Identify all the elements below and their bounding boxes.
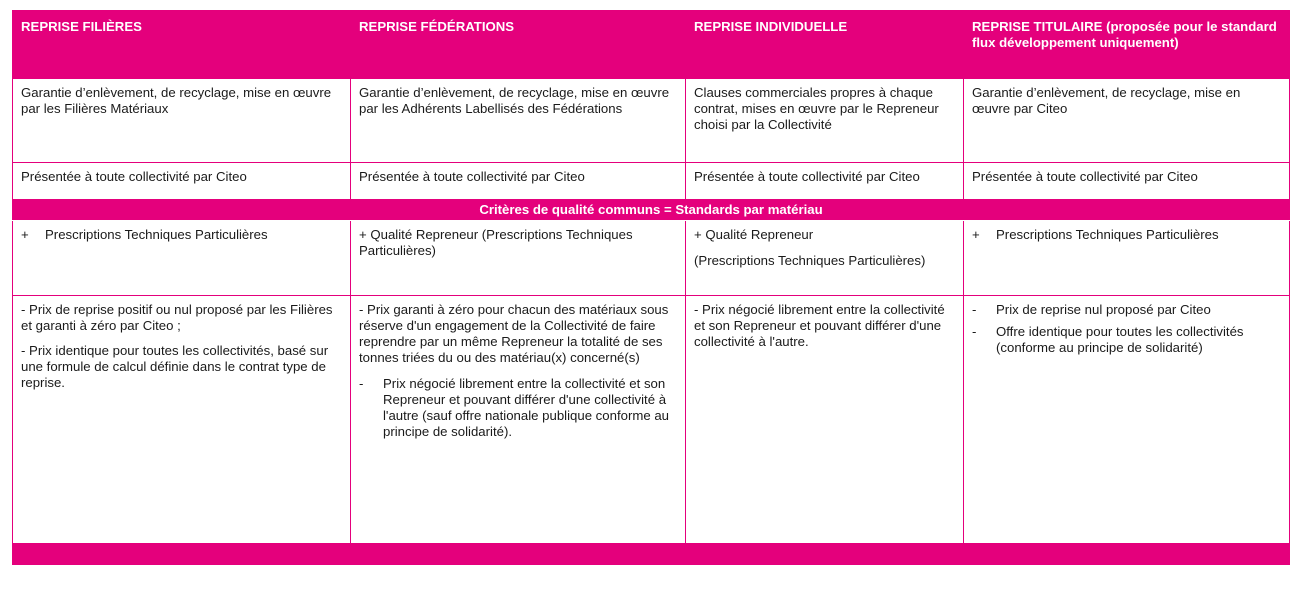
- guarantee-cell-individuelle: Clauses commerciales propres à chaque contrat, mises en œuvre par le Repreneur choisi par la Collectivité: [686, 79, 964, 163]
- price-row: [13, 296, 1290, 544]
- guarantee-cell-titulaire: Garantie d’enlèvement, de recyclage, mise en œuvre par Citeo: [964, 79, 1290, 163]
- price-paragraph: - Prix négocié librement entre la collectivité et son Repreneur et pouvant différer d'une collectivité à l'autre.: [694, 302, 945, 349]
- price-cell-filieres: [13, 296, 351, 544]
- price-cell-federations: [351, 296, 686, 544]
- dash-marker: -: [359, 376, 364, 391]
- price-bullet: Offre identique pour toutes les collectivités (conforme au principe de solidarité): [996, 324, 1244, 355]
- quality-band-row: [13, 200, 1290, 221]
- price-paragraph: - Prix identique pour toutes les collectivités, basé sur une formule de calcul définie dans le contrat type de reprise.: [21, 343, 329, 390]
- dash-marker: -: [972, 324, 977, 339]
- price-paragraph: - Prix de reprise positif ou nul proposé par les Filières et garanti à zéro par Citeo ;: [21, 302, 333, 333]
- quality-text: Prescriptions Techniques Particulières: [45, 227, 268, 242]
- quality-band: Critères de qualité communs = Standards par matériau: [13, 200, 1290, 221]
- header-row: [13, 11, 1290, 79]
- presented-cell-titulaire: Présentée à toute collectivité par Citeo: [964, 163, 1290, 200]
- dash-marker: -: [972, 302, 977, 317]
- price-paragraph: - Prix garanti à zéro pour chacun des matériaux sous réserve d'un engagement de la Collectivité de faire reprendre par un même Repreneur la totalité de ses tonnes triées du ou des matériau(x) concerné(s): [359, 302, 669, 365]
- plus-marker: +: [21, 227, 29, 242]
- footer-band: [13, 544, 1290, 565]
- comparison-table: [12, 10, 1290, 565]
- quality-cell-titulaire: [964, 221, 1290, 296]
- quality-cell-filieres: [13, 221, 351, 296]
- presented-cell-filieres: Présentée à toute collectivité par Citeo: [13, 163, 351, 200]
- header-reprise-titulaire: REPRISE TITULAIRE (proposée pour le standard flux développement uniquement): [964, 11, 1290, 79]
- quality-cell-federations: + Qualité Repreneur (Prescriptions Techniques Particulières): [351, 221, 686, 296]
- quality-line: + Qualité Repreneur: [694, 227, 814, 242]
- presented-cell-federations: Présentée à toute collectivité par Citeo: [351, 163, 686, 200]
- presented-row: [13, 163, 1290, 200]
- header-reprise-filieres: REPRISE FILIÈRES: [13, 11, 351, 79]
- presented-cell-individuelle: Présentée à toute collectivité par Citeo: [686, 163, 964, 200]
- price-cell-individuelle: [686, 296, 964, 544]
- quality-line: (Prescriptions Techniques Particulières): [694, 253, 926, 268]
- footer-band-row: [13, 544, 1290, 565]
- guarantee-row: [13, 79, 1290, 163]
- price-subitem: Prix négocié librement entre la collectivité et son Repreneur et pouvant différer d'une collectivité à l'autre (sauf offre nationale publique conforme au principe de solidarité).: [383, 376, 669, 439]
- quality-row: [13, 221, 1290, 296]
- header-reprise-individuelle: REPRISE INDIVIDUELLE: [686, 11, 964, 79]
- guarantee-cell-filieres: Garantie d’enlèvement, de recyclage, mise en œuvre par les Filières Matériaux: [13, 79, 351, 163]
- price-bullet: Prix de reprise nul proposé par Citeo: [996, 302, 1211, 317]
- quality-cell-individuelle: [686, 221, 964, 296]
- quality-text: Prescriptions Techniques Particulières: [996, 227, 1219, 242]
- guarantee-cell-federations: Garantie d’enlèvement, de recyclage, mise en œuvre par les Adhérents Labellisés des Fédérations: [351, 79, 686, 163]
- price-cell-titulaire: [964, 296, 1290, 544]
- plus-marker: +: [972, 227, 980, 242]
- header-reprise-federations: REPRISE FÉDÉRATIONS: [351, 11, 686, 79]
